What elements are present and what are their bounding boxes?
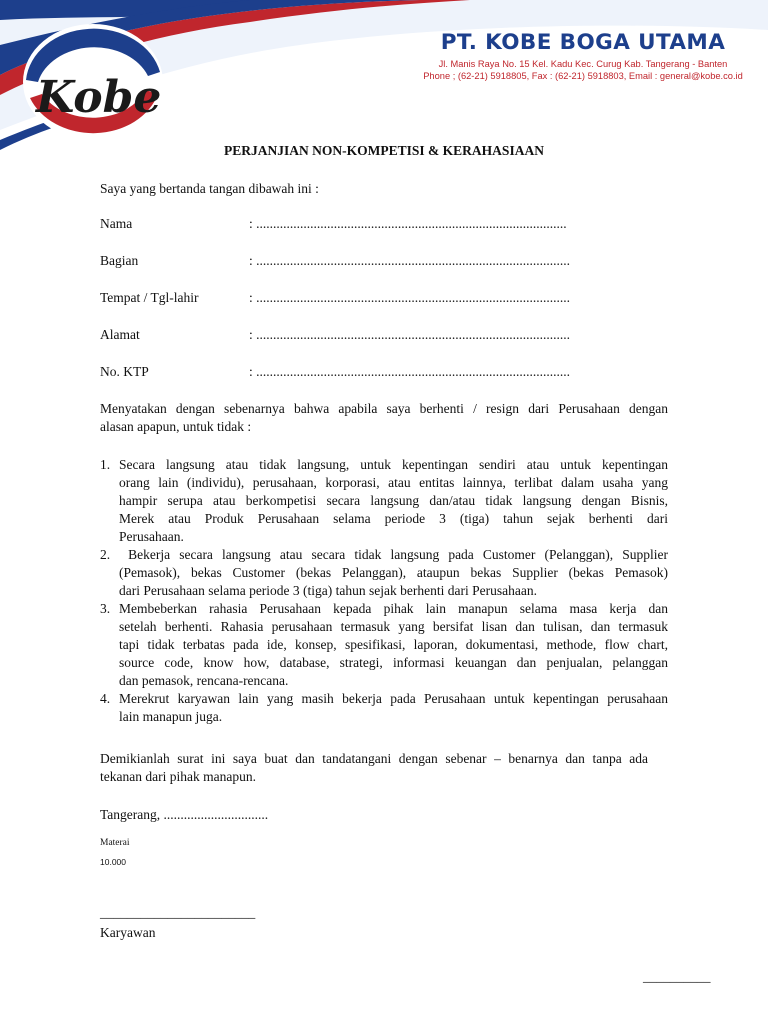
letterhead: [0, 0, 768, 150]
kobe-logo: [18, 20, 168, 145]
list-item-number: 1.: [100, 457, 111, 472]
statement-paragraph: [100, 400, 668, 436]
field-label-alamat: Alamat: [100, 327, 140, 342]
list-item-number: 2.: [100, 547, 111, 562]
list-item-line: source code, know how, database, strategi, informasi keuangan dan penjualan, pelanggan: [119, 655, 668, 670]
list-item-line: (Pemasok), bekas Customer (bekas Pelanggan), ataupun bekas Supplier (bekas Pemasok): [119, 565, 668, 580]
field-label-no-ktp: No. KTP: [100, 364, 149, 379]
statement-line: alasan apapun, untuk tidak :: [100, 419, 252, 434]
intro-text: Saya yang bertanda tangan dibawah ini :: [100, 181, 319, 196]
list-item-line: Merek atau Produk Perusahaan selama periode 3 (tiga) tahun sejak berhenti dari: [119, 511, 668, 526]
statement-line: Menyatakan dengan sebenarnya bahwa apabila saya berhenti / resign dari Perusahaan dengan: [100, 401, 668, 416]
company-block: [418, 30, 748, 81]
list-item-line: orang lain (individu), perusahaan, korporasi, atau entitas lainnya, terlibat dalam usaha yang: [119, 475, 668, 490]
list-item-number: 3.: [100, 601, 111, 616]
place-date[interactable]: Tangerang, ...............................: [100, 807, 269, 822]
list-item: [100, 456, 668, 546]
list-item-line: Bekerja secara langsung atau secara tidak langsung pada Customer (Pelanggan), Supplier: [119, 547, 668, 562]
field-value-no-ktp[interactable]: : .............................................................................................: [249, 364, 571, 379]
field-value-alamat[interactable]: : .............................................................................................: [249, 327, 571, 342]
list-item-line: Membeberkan rahasia Perusahaan kepada pihak lain manapun selama masa kerja dan: [119, 601, 668, 616]
list-item-line: setelah berhenti. Rahasia perusahaan termasuk yang bersifat lisan dan tulisan, dan termasuk: [119, 619, 668, 634]
closing-line: Demikianlah surat ini saya buat dan tandatangani dengan sebenar – benarnya dan tanpa ada: [100, 751, 648, 766]
list-item-line: Perusahaan.: [119, 529, 184, 544]
field-label-bagian: Bagian: [100, 253, 139, 268]
list-item-line: Merekrut karyawan lain yang masih bekerja pada Perusahaan untuk kepentingan perusahaan: [119, 691, 668, 706]
list-item-line: dan pemasok, rencana-rencana.: [119, 673, 289, 688]
field-value-tempat-tgl-lahir[interactable]: : .............................................................................................: [249, 290, 571, 305]
field-value-bagian[interactable]: : .............................................................................................: [249, 253, 571, 268]
field-label-tempat-tgl-lahir: Tempat / Tgl-lahir: [100, 290, 199, 305]
list-item-line: dari Perusahaan selama periode 3 (tiga) tahun sejak berhenti dari Perusahaan.: [119, 583, 537, 598]
list-item-line: tapi tidak terbatas pada ide, konsep, spesifikasi, laporan, dokumentasi, methode, flow chart,: [119, 637, 668, 652]
closing-line: tekanan dari pihak manapun.: [100, 769, 256, 784]
field-label-nama: Nama: [100, 216, 133, 231]
signature-line[interactable]: _______________________: [100, 905, 256, 920]
svg-text:Kobe: Kobe: [36, 72, 162, 123]
company-name: PT. KOBE BOGA UTAMA: [440, 30, 726, 55]
list-item-number: 4.: [100, 691, 111, 706]
document-title: PERJANJIAN NON-KOMPETISI & KERAHASIAAN: [224, 143, 544, 158]
page-initial-line: __________: [643, 969, 711, 984]
company-contact: Phone ; (62-21) 5918805, Fax : (62-21) 5918803, Email : general@kobe.co.id: [423, 71, 743, 81]
obligations-list: [100, 456, 668, 726]
list-item-line: Secara langsung atau tidak langsung, untuk kepentingan sendiri atau untuk kepentingan: [119, 457, 668, 472]
materai-label: Materai: [100, 838, 130, 848]
company-address: Jl. Manis Raya No. 15 Kel. Kadu Kec. Curug Kab. Tangerang - Banten: [438, 59, 728, 69]
field-value-nama[interactable]: : ............................................................................................: [249, 216, 567, 231]
list-item-line: hampir serupa atau berkompetisi secara langsung dan/atau tidak langsung dengan Bisnis,: [119, 493, 668, 508]
closing-paragraph: [100, 750, 648, 786]
signature-role: Karyawan: [100, 925, 156, 940]
list-item: [100, 546, 668, 600]
list-item: [100, 600, 668, 690]
list-item: [100, 690, 668, 726]
list-item-line: lain manapun juga.: [119, 709, 223, 724]
materai-value: 10.000: [100, 857, 126, 867]
